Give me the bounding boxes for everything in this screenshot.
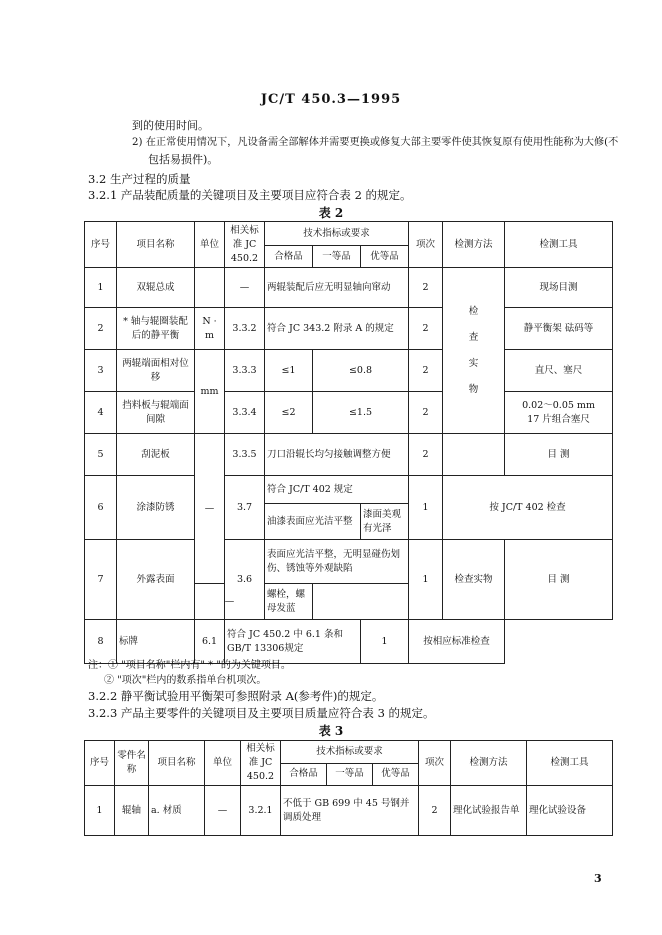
t2-r2-cls: 2 <box>409 308 443 350</box>
t2-r7-tool: 目 测 <box>505 540 613 620</box>
t2-r7-method: 检查实物 <box>443 540 505 620</box>
t3-h-item: 项目名称 <box>149 741 205 786</box>
t3-r1-tech: 不低于 GB 699 中 45 号钢并调质处理 <box>281 786 419 836</box>
t2-r5-tool: 目 测 <box>505 434 613 476</box>
t2-r4-rest: ≤1.5 <box>313 392 409 434</box>
t3-h-tech: 技术指标或要求 <box>281 741 419 764</box>
t3-h-no: 序号 <box>85 741 115 786</box>
t2-h-method: 检测方法 <box>443 222 505 268</box>
table3-caption: 表 3 <box>318 724 344 738</box>
table-3 <box>84 740 613 836</box>
t2-r3-item: 两辊端面相对位移 <box>117 350 195 392</box>
t2-r8-item: 标牌 <box>117 620 195 664</box>
t2-r5-no: 5 <box>85 434 117 476</box>
t2-r8-tech: 符合 JC 450.2 中 6.1 条和 GB/T 13306规定 <box>225 620 361 664</box>
t2-r4-tool-line1: 0.02～0.05 mm <box>522 399 595 411</box>
t2-r8-cls: 1 <box>361 620 409 664</box>
t2-r2-unit: N · m <box>195 308 225 350</box>
t3-r1-item: a. 材质 <box>149 786 205 836</box>
t2-r8-method: 按相应标准检查 <box>409 620 505 664</box>
intro-line1: 到的使用时间。 <box>132 119 209 132</box>
t2-r7-no: 7 <box>85 540 117 620</box>
t2-h-youdeng: 优等品 <box>361 246 409 268</box>
t3-h-hege: 合格品 <box>281 763 327 786</box>
t2-r7-tech-b: 螺栓，螺母发蓝 <box>265 584 313 620</box>
t2-r4-item: 挡料板与辊端面间隙 <box>117 392 195 434</box>
t3-r1-std: 3.2.1 <box>241 786 281 836</box>
t2-r2-no: 2 <box>85 308 117 350</box>
t2-r1-tool: 现场目测 <box>505 268 613 308</box>
table-2 <box>84 221 613 664</box>
t2-r6-tech-top: 符合 JC/T 402 规定 <box>265 476 409 504</box>
t2-r2-tech: 符合 JC 343.2 附录 A 的规定 <box>265 308 409 350</box>
t2-r4-cls: 2 <box>409 392 443 434</box>
t2-r5-tech: 刀口沿辊长均匀接触调整方便 <box>265 434 409 476</box>
t3-r1-part: 辊轴 <box>115 786 149 836</box>
t2-r1-cls: 2 <box>409 268 443 308</box>
t3-r1-tool: 理化试验设备 <box>527 786 613 836</box>
t2-r6-std: 3.7 <box>225 476 265 540</box>
t3-h-part: 零件名称 <box>115 741 149 786</box>
t2-h-std: 相关标准 JC 450.2 <box>225 222 265 268</box>
t3-h-unit: 单位 <box>205 741 241 786</box>
t2-r5-cls: 2 <box>409 434 443 476</box>
section-3-2-1: 3.2.1 产品装配质量的关键项目及主要项目应符合表 2 的规定。 <box>88 188 412 202</box>
intro-item2-line2: 包括易损件)。 <box>148 153 219 166</box>
t3-h-yideng: 一等品 <box>327 763 373 786</box>
t2-r2-item: * 轴与辊圈装配后的静平衡 <box>117 308 195 350</box>
t3-h-cls: 项次 <box>419 741 451 786</box>
t2-r6-item: 涂漆防锈 <box>117 476 195 540</box>
t2-r4-std: 3.3.4 <box>225 392 265 434</box>
t2-method-1-4-text: 检 查 实 物 <box>468 305 479 395</box>
t2-h-tech: 技术指标或要求 <box>265 222 409 246</box>
page-header: JC/T 450.3—1995 <box>260 92 402 107</box>
t2-r4-tool <box>505 392 613 434</box>
t2-r8-std: 6.1 <box>195 620 225 664</box>
t2-r5-item: 刮泥板 <box>117 434 195 476</box>
t3-h-tool: 检测工具 <box>527 741 613 786</box>
t2-h-unit: 单位 <box>195 222 225 268</box>
t2-r6-tech-a: 油漆表面应光洁平整 <box>265 504 361 540</box>
t2-r1-item: 双辊总成 <box>117 268 195 308</box>
t3-h-method: 检测方法 <box>451 741 527 786</box>
t2-r8-no: 8 <box>85 620 117 664</box>
t2-r7-item: 外露表面 <box>117 540 195 620</box>
t3-r1-unit: — <box>205 786 241 836</box>
t2-h-hege: 合格品 <box>265 246 313 268</box>
t2-r5-std: 3.3.5 <box>225 434 265 476</box>
t2-unit-3-4: mm <box>195 350 225 434</box>
t3-h-std: 相关标准 JC 450.2 <box>241 741 281 786</box>
t2-r6-method: 按 JC/T 402 检查 <box>443 476 613 540</box>
t2-r7-tech-top: 表面应光洁平整，无明显碰伤划伤、锈蚀等外观缺陷 <box>265 540 409 584</box>
t2-r3-rest: ≤0.8 <box>313 350 409 392</box>
section-3-2-2: 3.2.2 静平衡试验用平衡架可参照附录 A(参考件)的规定。 <box>88 689 384 703</box>
t2-unit-5-8: — <box>195 434 225 584</box>
t2-r5-method <box>443 434 505 476</box>
note-2: ② "项次"栏内的数系指单台机项次。 <box>104 675 267 686</box>
t2-h-no: 序号 <box>85 222 117 268</box>
section-3-2-3: 3.2.3 产品主要零件的关键项目及主要项目质量应符合表 3 的规定。 <box>88 706 435 720</box>
t2-r7-std: 3.6 <box>225 540 265 620</box>
table2-caption: 表 2 <box>318 206 344 220</box>
t2-r1-tech: 两辊装配后应无明显轴向窜动 <box>265 268 409 308</box>
t2-r2-std: 3.3.2 <box>225 308 265 350</box>
t2-h-item: 项目名称 <box>117 222 195 268</box>
t2-h-yideng: 一等品 <box>313 246 361 268</box>
t2-h-cls: 项次 <box>409 222 443 268</box>
t2-r1-std: — <box>225 268 265 308</box>
t2-r3-hege: ≤1 <box>265 350 313 392</box>
t2-r3-no: 3 <box>85 350 117 392</box>
t2-r7-tech-a: — <box>195 584 265 620</box>
t2-r1-unit <box>195 268 225 308</box>
t2-r3-std: 3.3.3 <box>225 350 265 392</box>
page-number: 3 <box>594 872 602 885</box>
t2-r4-tool-line2: 17 片组合塞尺 <box>527 413 590 425</box>
t2-r6-no: 6 <box>85 476 117 540</box>
t2-r2-tool: 静平衡架 砝码等 <box>505 308 613 350</box>
t2-r1-no: 1 <box>85 268 117 308</box>
intro-item2-line1: 2) 在正常使用情况下，凡设备需全部解体并需要更换或修复大部主要零件使其恢复原有使用性能称为大修(不 <box>132 137 619 148</box>
t2-r6-tech-b: 漆面美观有光泽 <box>361 504 409 540</box>
note-1: 注：① "项目名称"栏内有" * "的为关键项目。 <box>88 660 291 671</box>
t2-r4-no: 4 <box>85 392 117 434</box>
t2-r6-cls: 1 <box>409 476 443 540</box>
t2-r7-cls: 1 <box>409 540 443 620</box>
section-3-2: 3.2 生产过程的质量 <box>88 172 191 186</box>
t3-h-youdeng: 优等品 <box>373 763 419 786</box>
t2-r3-cls: 2 <box>409 350 443 392</box>
t2-r4-hege: ≤2 <box>265 392 313 434</box>
t3-r1-no: 1 <box>85 786 115 836</box>
t2-h-tool: 检测工具 <box>505 222 613 268</box>
t3-r1-cls: 2 <box>419 786 451 836</box>
t3-r1-method: 理化试验报告单 <box>451 786 527 836</box>
t2-method-1-4 <box>443 268 505 434</box>
t2-r3-tool: 直尺、塞尺 <box>505 350 613 392</box>
